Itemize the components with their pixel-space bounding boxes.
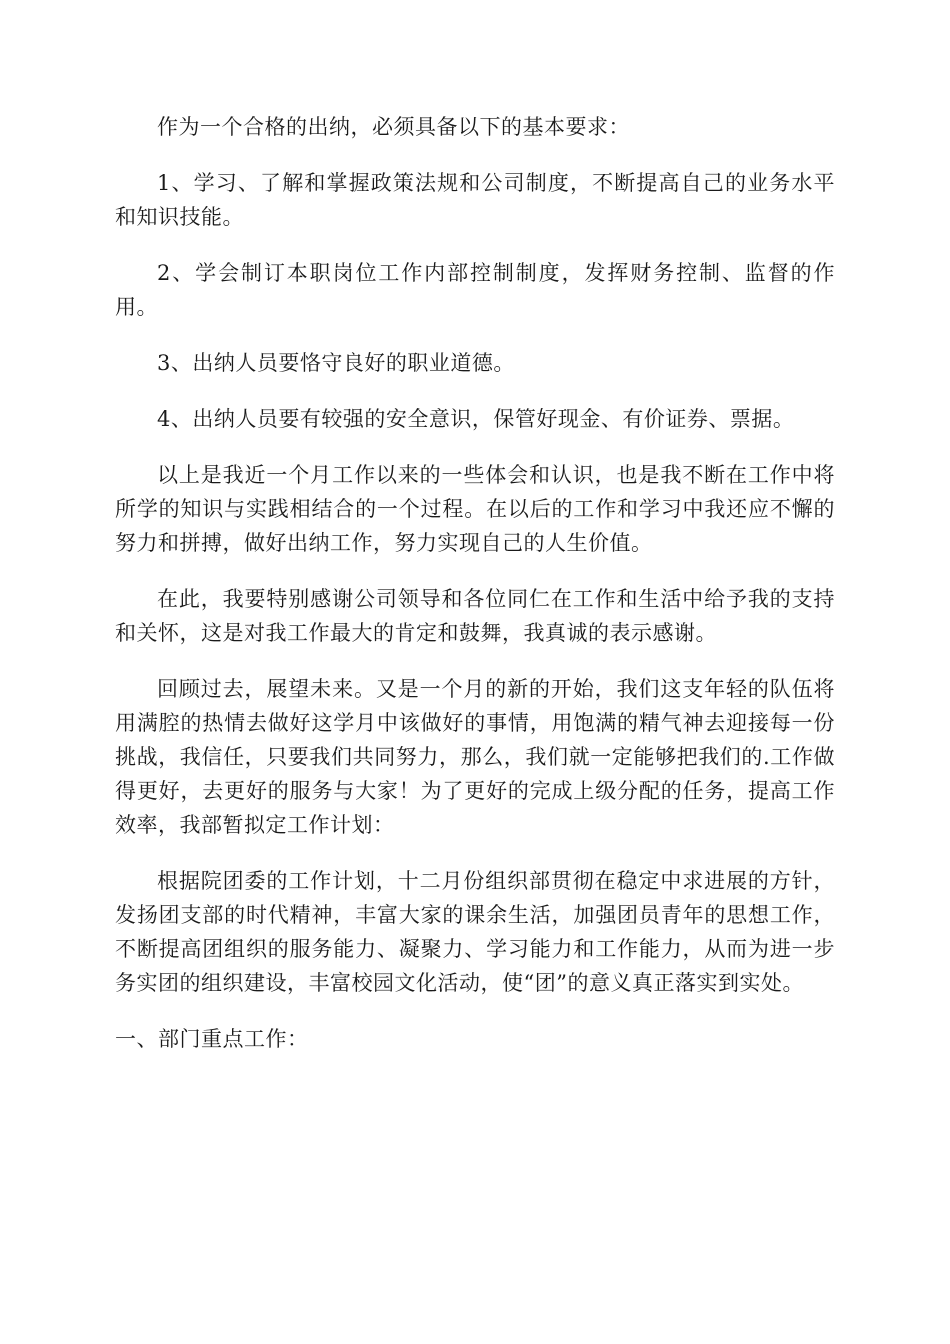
paragraph-intro: 作为一个合格的出纳，必须具备以下的基本要求： bbox=[157, 115, 630, 139]
paragraph-requirement-4: 4、出纳人员要有较强的安全意识，保管好现金、有价证券、票据。 bbox=[157, 407, 795, 431]
section-heading: 一、部门重点工作： bbox=[115, 1027, 309, 1051]
paragraph-requirement-3: 3、出纳人员要恪守良好的职业道德。 bbox=[157, 351, 515, 375]
paragraph-plan: 根据院团委的工作计划，十二月份组织部贯彻在稳定中求进展的方针，发扬团支部的时代精神，丰富大家的课余生活，加强团员青年的思想工作，不断提高团组织的服务能力、凝聚力、学习能力和工作能力，从而为进一步务实团的组织建设，丰富校园文化活动，使“团”的意义真正落实到实处。 bbox=[115, 869, 835, 995]
document-body bbox=[115, 110, 835, 1056]
paragraph-requirement-2: 2、学会制订本职岗位工作内部控制制度，发挥财务控制、监督的作用。 bbox=[115, 261, 835, 319]
paragraph-outlook: 回顾过去，展望未来。又是一个月的新的开始，我们这支年轻的队伍将用满腔的热情去做好这学月中该做好的事情，用饱满的精气神去迎接每一份挑战，我信任，只要我们共同努力，那么，我们就一定能够把我们的.工作做得更好，去更好的服务与大家！为了更好的完成上级分配的任务，提高工作效率，我部暂拟定工作计划： bbox=[115, 677, 835, 837]
paragraph-reflection: 以上是我近一个月工作以来的一些体会和认识，也是我不断在工作中将所学的知识与实践相结合的一个过程。在以后的工作和学习中我还应不懈的努力和拼搏，做好出纳工作，努力实现自己的人生价值。 bbox=[115, 463, 835, 555]
paragraph-requirement-1: 1、学习、了解和掌握政策法规和公司制度，不断提高自己的业务水平和知识技能。 bbox=[115, 171, 835, 229]
paragraph-thanks: 在此，我要特别感谢公司领导和各位同仁在工作和生活中给予我的支持和关怀，这是对我工作最大的肯定和鼓舞，我真诚的表示感谢。 bbox=[115, 587, 835, 645]
